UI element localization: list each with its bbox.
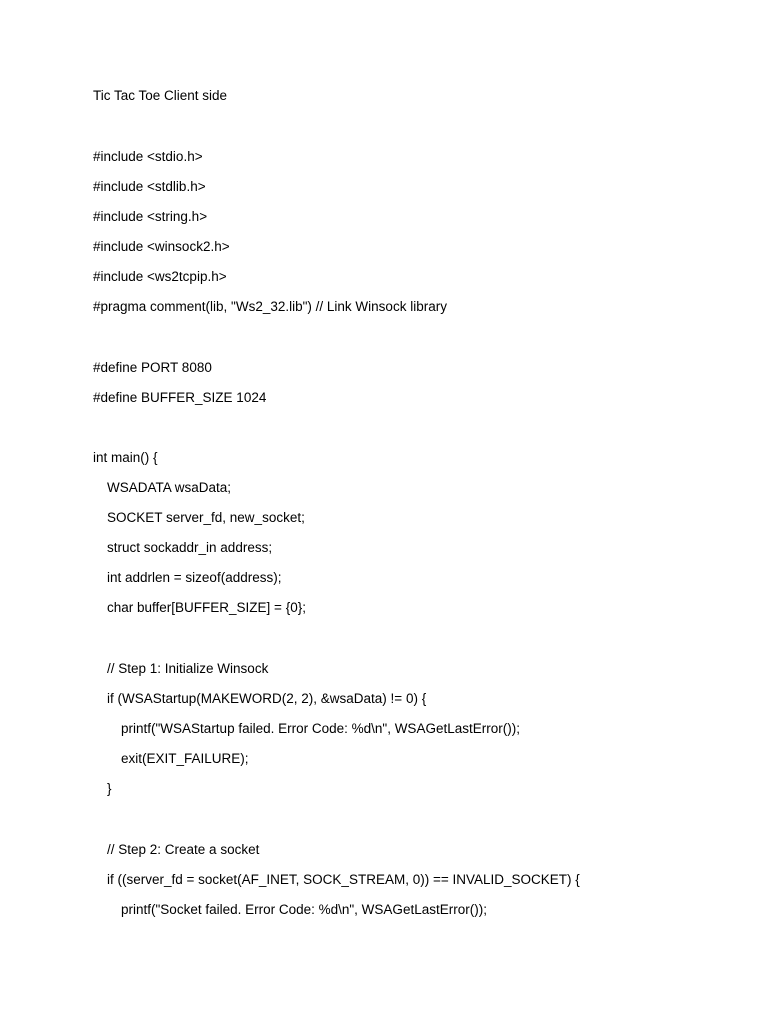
document-title: Tic Tac Toe Client side <box>93 88 228 103</box>
code-line-exit: exit(EXIT_FAILURE); <box>121 751 249 766</box>
code-line-include-stdio: #include <stdio.h> <box>93 149 203 164</box>
code-line-addrlen: int addrlen = sizeof(address); <box>107 570 282 585</box>
code-line-socket-if: if ((server_fd = socket(AF_INET, SOCK_STREAM, 0)) == INVALID_SOCKET) { <box>107 872 580 887</box>
code-line-include-string: #include <string.h> <box>93 209 208 224</box>
code-line-define-buffer: #define BUFFER_SIZE 1024 <box>93 390 267 405</box>
code-line-close-brace: } <box>107 781 112 796</box>
code-line-comment-step1: // Step 1: Initialize Winsock <box>107 661 269 676</box>
code-line-include-winsock2: #include <winsock2.h> <box>93 239 230 254</box>
code-line-socket-decl: SOCKET server_fd, new_socket; <box>107 510 305 525</box>
code-line-printf-socket: printf("Socket failed. Error Code: %d\n", WSAGetLastError()); <box>121 902 487 917</box>
code-line-include-stdlib: #include <stdlib.h> <box>93 179 206 194</box>
code-line-printf-wsa: printf("WSAStartup failed. Error Code: %d\n", WSAGetLastError()); <box>121 721 520 736</box>
code-line-include-ws2tcpip: #include <ws2tcpip.h> <box>93 269 227 284</box>
code-line-comment-step2: // Step 2: Create a socket <box>107 842 260 857</box>
code-line-define-port: #define PORT 8080 <box>93 360 212 375</box>
code-line-wsadata: WSADATA wsaData; <box>107 480 232 495</box>
code-line-pragma: #pragma comment(lib, "Ws2_32.lib") // Link Winsock library <box>93 299 447 314</box>
code-line-main-signature: int main() { <box>93 450 158 465</box>
code-line-sockaddr: struct sockaddr_in address; <box>107 540 273 555</box>
code-line-buffer: char buffer[BUFFER_SIZE] = {0}; <box>107 600 306 615</box>
code-line-wsastartup-if: if (WSAStartup(MAKEWORD(2, 2), &wsaData) != 0) { <box>107 691 427 706</box>
